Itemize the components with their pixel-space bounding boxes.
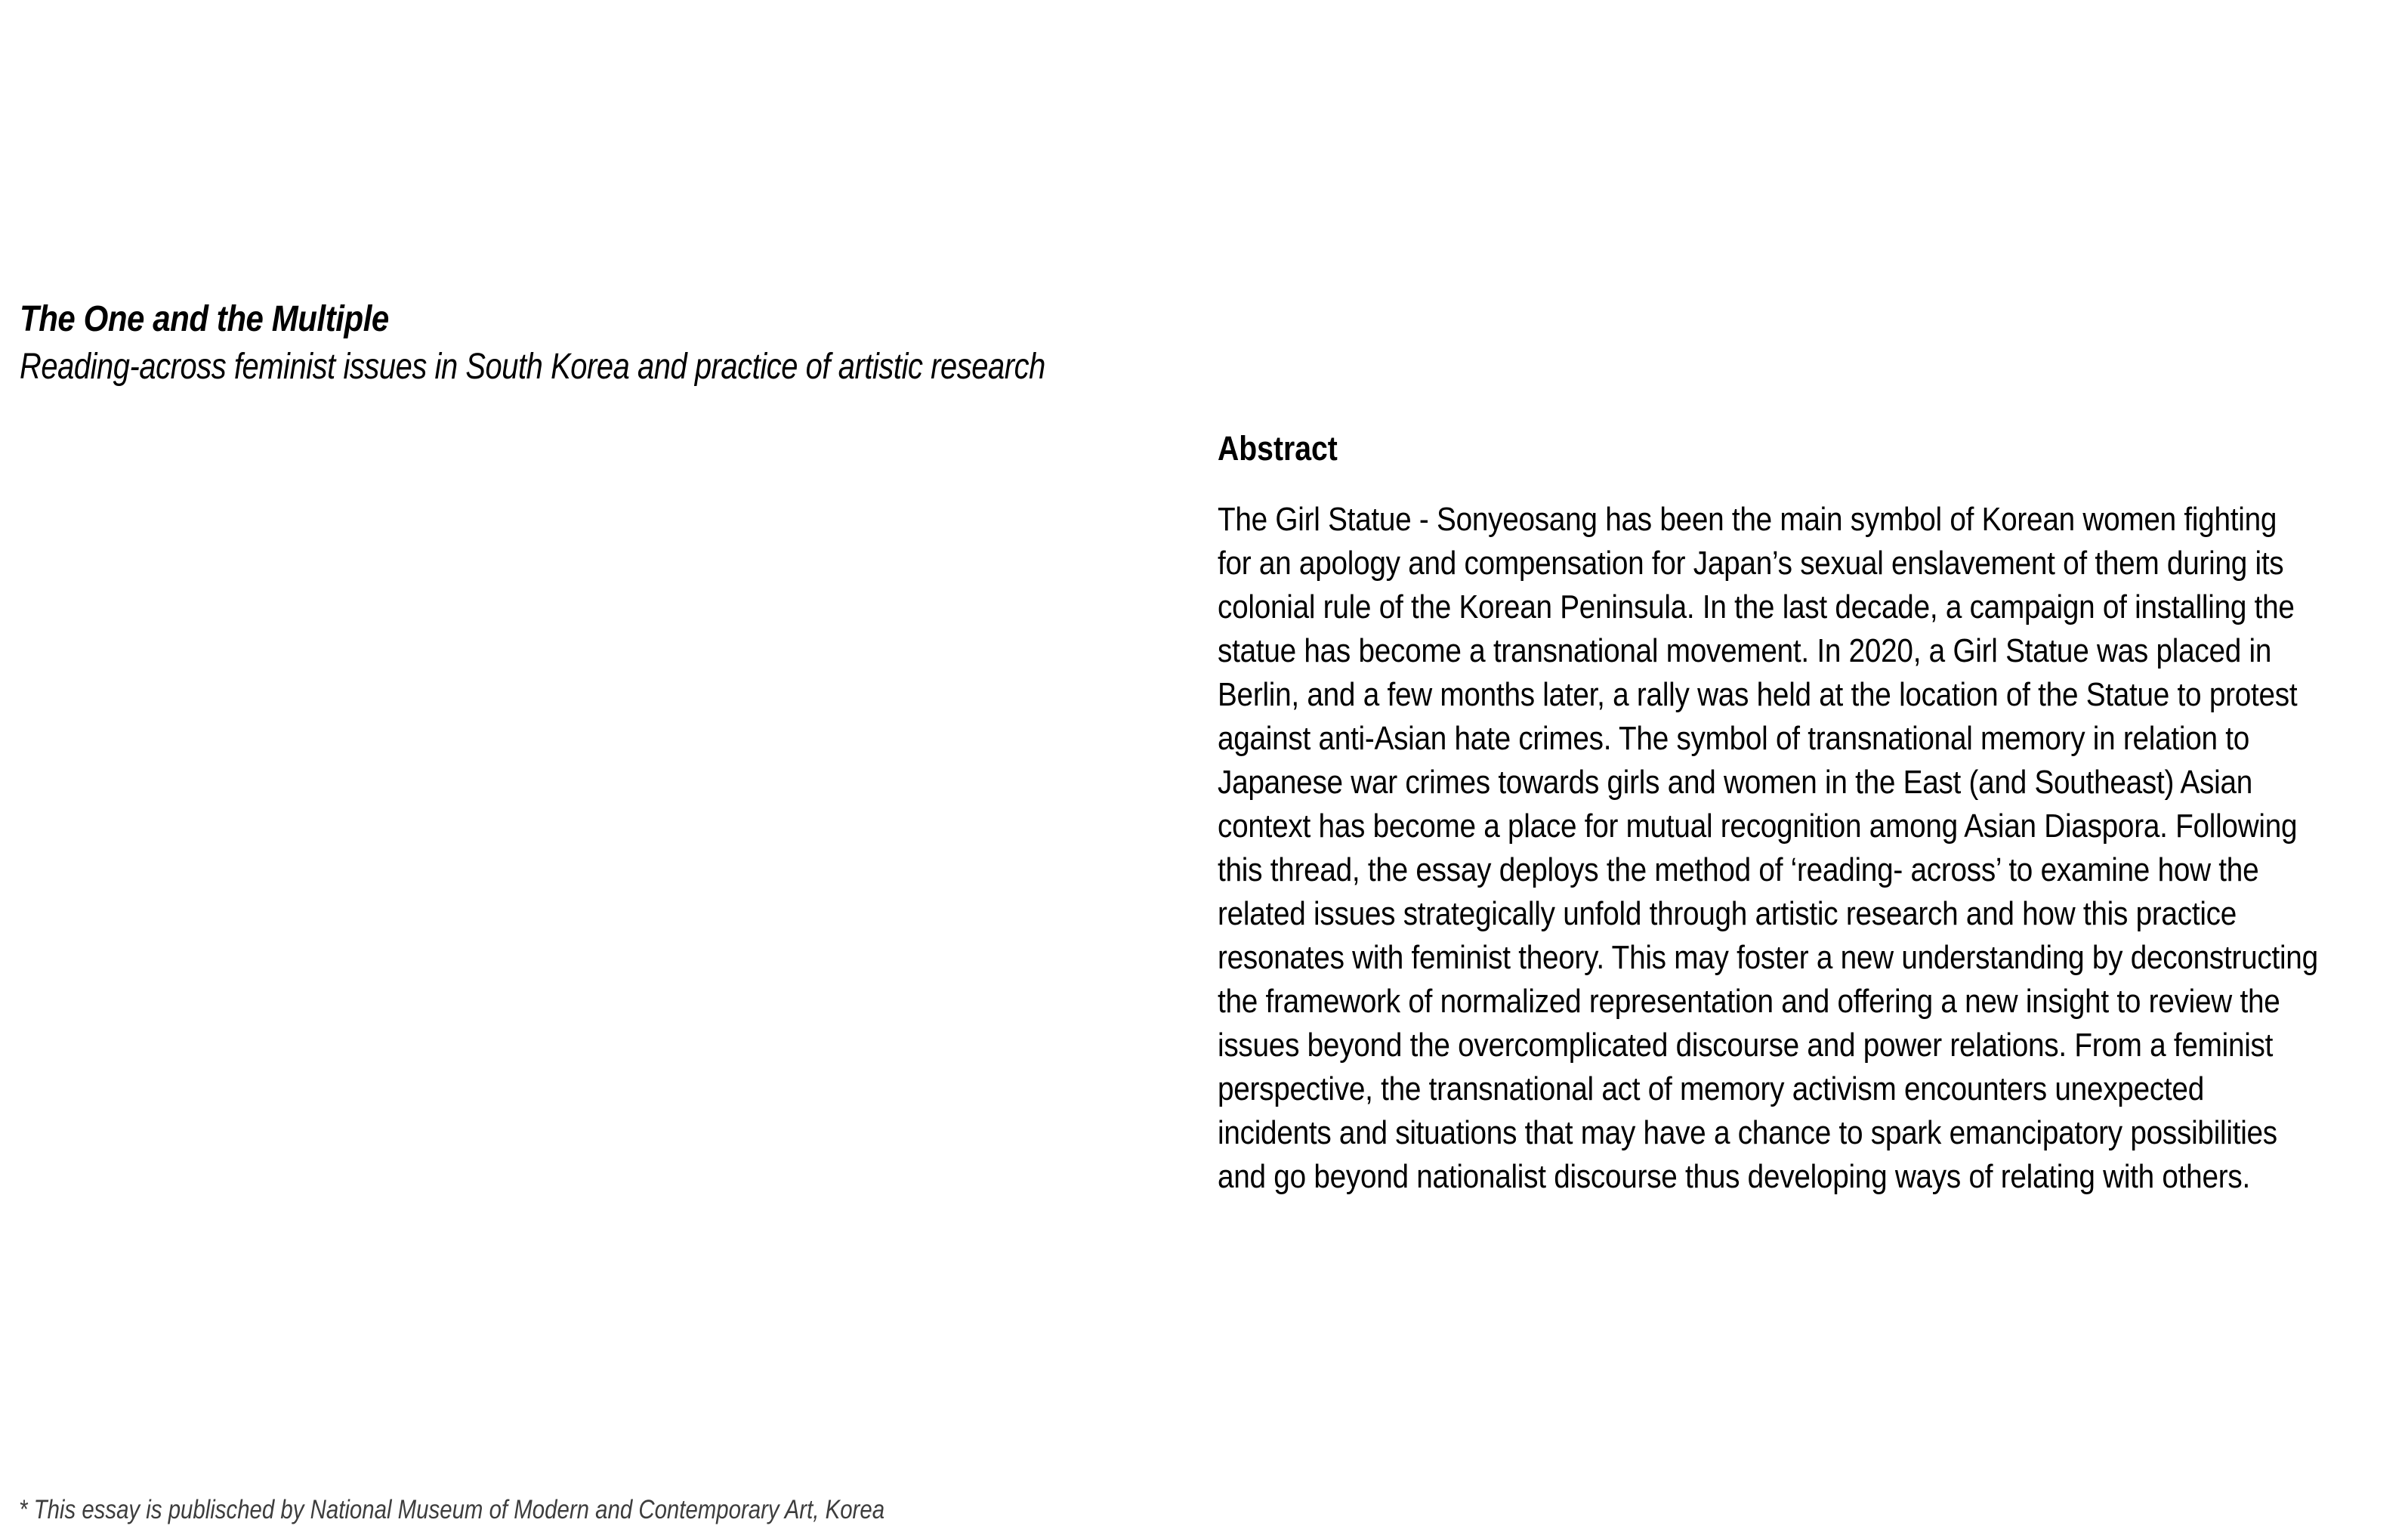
abstract-line: issues beyond the overcomplicated discourse and power relations. From a feminist xyxy=(1218,1027,2274,1064)
abstract-body xyxy=(1218,498,2408,1199)
abstract-section xyxy=(1218,429,2318,1195)
abstract-heading: Abstract xyxy=(1218,429,1338,468)
abstract-line: and go beyond nationalist discourse thus developing ways of relating with others. xyxy=(1218,1158,2250,1195)
essay-title: The One and the Multiple xyxy=(20,299,389,339)
essay-subtitle: Reading-across feminist issues in South Korea and practice of artistic research xyxy=(20,347,1045,387)
abstract-line: the framework of normalized representation and offering a new insight to review the xyxy=(1218,983,2280,1020)
abstract-line: incidents and situations that may have a chance to spark emancipatory possibilities xyxy=(1218,1114,2277,1151)
footnote: * This essay is publisched by National Museum of Modern and Contemporary Art, Korea xyxy=(19,1495,885,1524)
abstract-line: this thread, the essay deploys the method of ‘reading- across’ to examine how the xyxy=(1218,851,2259,888)
abstract-line: Japanese war crimes towards girls and women in the East (and Southeast) Asian xyxy=(1218,764,2253,801)
abstract-line: perspective, the transnational act of memory activism encounters unexpected xyxy=(1218,1070,2204,1107)
abstract-line: against anti-Asian hate crimes. The symbol of transnational memory in relation to xyxy=(1218,720,2250,757)
abstract-line: context has become a place for mutual recognition among Asian Diaspora. Following xyxy=(1218,808,2298,845)
abstract-line: resonates with feminist theory. This may foster a new understanding by deconstructing xyxy=(1218,939,2318,976)
abstract-line: related issues strategically unfold through artistic research and how this practice xyxy=(1218,895,2237,932)
abstract-line: Berlin, and a few months later, a rally was held at the location of the Statue to protest xyxy=(1218,676,2298,713)
abstract-line: for an apology and compensation for Japan’s sexual enslavement of them during its xyxy=(1218,545,2284,582)
abstract-line: statue has become a transnational movement. In 2020, a Girl Statue was placed in xyxy=(1218,632,2272,669)
abstract-line: The Girl Statue - Sonyeosang has been the main symbol of Korean women fighting xyxy=(1218,501,2277,538)
abstract-line: colonial rule of the Korean Peninsula. In the last decade, a campaign of installing the xyxy=(1218,588,2295,625)
